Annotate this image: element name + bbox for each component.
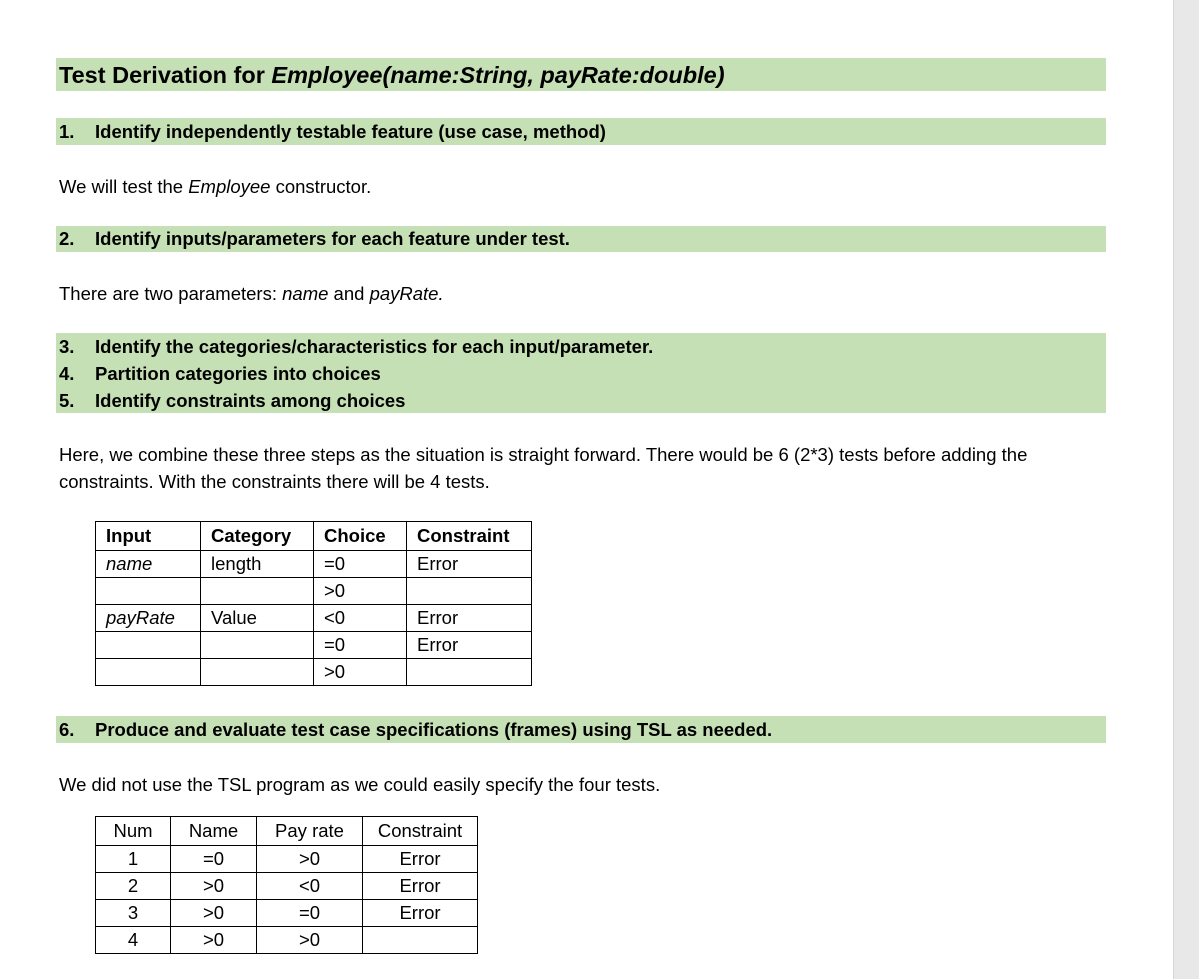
header-constraint: Constraint	[407, 522, 532, 551]
category-choice-table	[95, 521, 532, 686]
table-row: >0	[96, 578, 532, 605]
table-header-row	[96, 817, 478, 846]
title-prefix: Test Derivation for	[59, 62, 272, 88]
step1-paragraph: We will test the Employee constructor.	[59, 176, 372, 197]
header-name: Name	[171, 817, 257, 846]
step6-heading	[59, 718, 772, 742]
step4-heading: 4. Partition categories into choices	[59, 363, 381, 384]
step6-heading-text: Produce and evaluate test case specifications (frames) using TSL as needed.	[95, 719, 773, 740]
steps345-paragraph: Here, we combine these three steps as the situation is straight forward. There would be 6 (2*3) tests before adding the constraints. With the constraints there will be 4 tests.	[59, 444, 1028, 492]
table-row: name length =0 Error	[96, 551, 532, 578]
vertical-scrollbar[interactable]	[1173, 0, 1199, 979]
header-input: Input	[96, 522, 201, 551]
step5-heading: 5. Identify constraints among choices	[59, 390, 406, 411]
test-cases-table	[95, 816, 478, 954]
header-pay-rate: Pay rate	[257, 817, 363, 846]
table-row: >0	[96, 659, 532, 686]
header-choice: Choice	[314, 522, 407, 551]
document-title	[59, 59, 725, 91]
header-constraint: Constraint	[363, 817, 478, 846]
table-row: 4 >0 >0	[96, 927, 478, 954]
step1-number: 1.	[59, 121, 75, 142]
header-category: Category	[201, 522, 314, 551]
table-row: payRate Value <0 Error	[96, 605, 532, 632]
title-signature: Employee(name:String, payRate:double)	[271, 62, 725, 88]
header-num: Num	[96, 817, 171, 846]
step6-paragraph: We did not use the TSL program as we could easily specify the four tests.	[59, 774, 661, 795]
step1-heading	[59, 120, 606, 144]
table-header-row	[96, 522, 532, 551]
step2-number: 2.	[59, 228, 75, 249]
step2-heading-text: Identify inputs/parameters for each feature under test.	[95, 228, 570, 249]
step2-paragraph: There are two parameters: name and payRate.	[59, 283, 444, 304]
step3-heading: 3. Identify the categories/characteristics for each input/parameter.	[59, 336, 654, 357]
table-row: 1 =0 >0 Error	[96, 846, 478, 873]
step2-heading	[59, 227, 570, 251]
table-row: 3 >0 =0 Error	[96, 900, 478, 927]
table-row: =0 Error	[96, 632, 532, 659]
table-row: 2 >0 <0 Error	[96, 873, 478, 900]
step6-number: 6.	[59, 719, 75, 740]
step1-heading-text: Identify independently testable feature (use case, method)	[95, 121, 606, 142]
